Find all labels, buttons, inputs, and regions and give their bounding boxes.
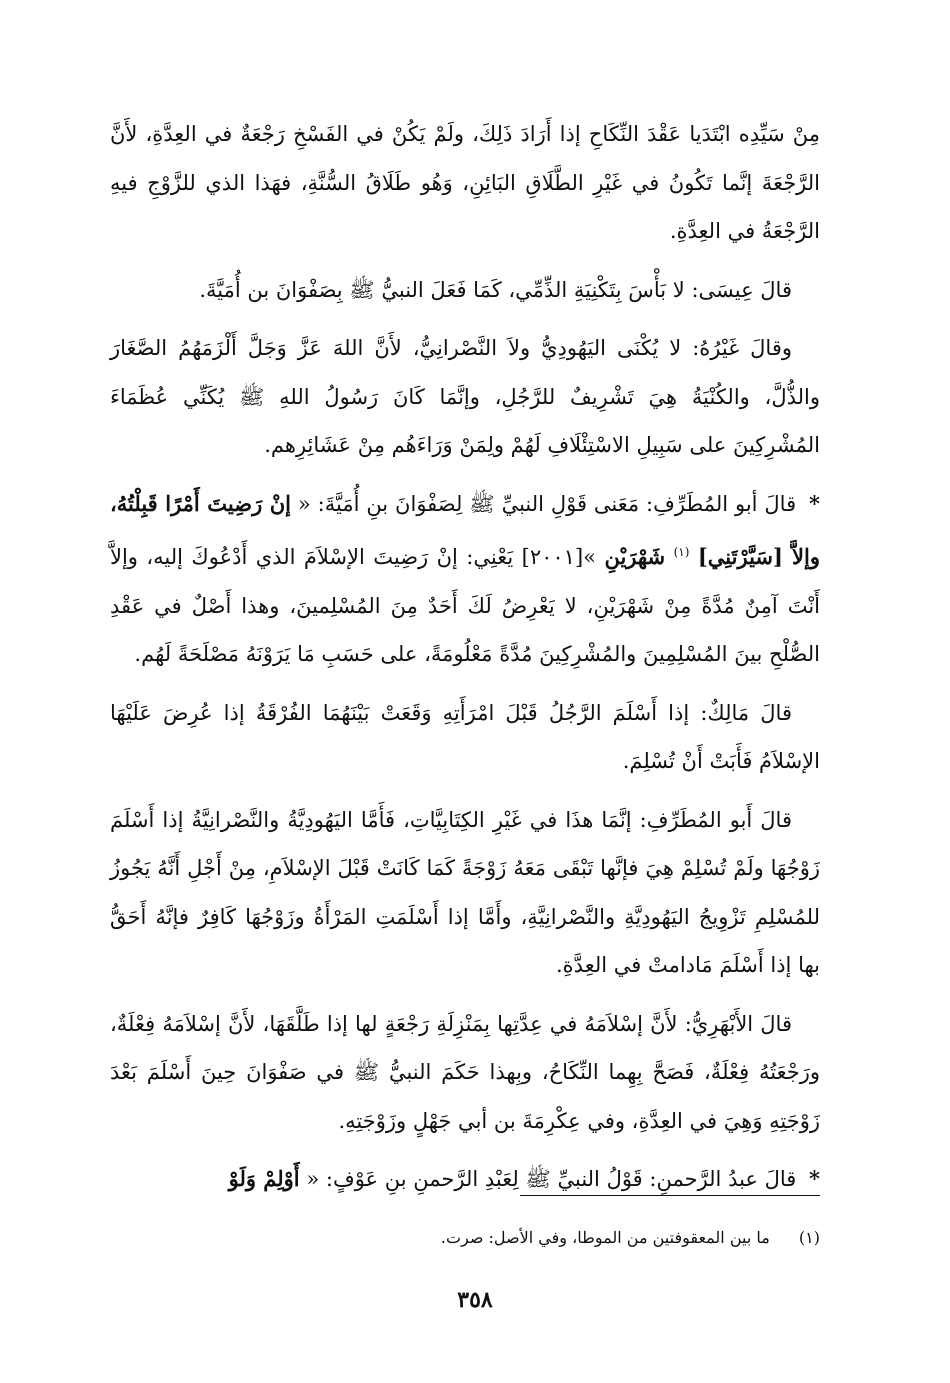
footnote <box>441 1225 820 1251</box>
footnote-number: (١) <box>798 1228 820 1247</box>
paragraph-3 <box>110 324 820 470</box>
hadith-quote: إنْ رَضِيتَ أَمْرًا قَبِلْتُهُ، وإلاَّ [سَيَّرْتَنِي] <box>110 490 820 569</box>
paragraph-1 <box>110 110 820 256</box>
footnote-text: ما بين المعقوفتين من الموطا، وفي الأصل: صرت. <box>440 1228 770 1247</box>
hadith-quote-cont: شَهْرَيْنِ <box>604 544 666 569</box>
paragraph-text: قالَ مَالِكٌ: إذا أَسْلَمَ الرَّجُلُ قَبْلَ امْرَأَتِهِ وَقَعَتْ بَيْنَهُمَا الفُرْقَةُ إذا عُرِضَ عَلَيْهَا الإسْلاَمُ فَأَبَتْ أَنْ تُسْلِمَ. <box>110 700 820 773</box>
paragraph-2 <box>110 266 820 315</box>
paragraph-text: قالَ عِيسَى: لا بَأْسَ بِتَكْنِيَةِ الذِّمِّي، كَمَا فَعَلَ النبيُّ ﷺ بِصَفْوَانَ بن أُمَيَّةَ. <box>199 277 792 302</box>
paragraph-lead: قالَ أبو المُطَرِّفِ: مَعَنى قَوْلِ النبيِّ ﷺ لِصَفْوَانَ بنِ أُمَيَّةَ: « <box>297 491 797 516</box>
paragraph-lead: قالَ عبدُ الرَّحمنِ: قَوْلُ النبيِّ ﷺ لِعَبْدِ الرَّحمنِ بنِ عَوْفٍ: « <box>306 1167 797 1191</box>
paragraph-rest: »[٢٠٠١] يَعْنِي: إنْ رَضِيتَ الإسْلاَمَ الذي أَدْعُوكَ إليه، وإلاَّ أَنْتَ آمِنٌ مُدَّةً مِنْ شَهْرَيْنِ، لا يَعْرِضُ لَكَ أَحَدٌ مِنَ المُسْلِمينَ، وهذا أَصْلٌ في عَقْدِ الصُّلْحِ بينَ المُسْلِمِينَ والمُشْرِكِينَ مُدَّةً مَعْلُومَةً، على حَسَبِ مَا يَرَوْنَهُ مَصْلَحَةً لَهُم. <box>110 545 820 666</box>
page-number: ٣٥٨ <box>457 1287 493 1313</box>
paragraph-8 <box>110 1155 820 1204</box>
paragraph-6 <box>110 796 820 990</box>
paragraph-text: وقالَ غَيْرُهُ: لا يُكْنَى اليَهُودِيُّ ولاَ النَّصْرانِيُّ، لأَنَّ اللهَ عَزَّ وَجَلَّ أَلْزَمَهُمُ الصَّغَارَ والذُّلَّ، والكُنْيَةُ هِيَ تَشْرِيفٌ للرَّجُلِ، وإنَّمَا كَانَ رَسُولُ اللهِ ﷺ يُكَنِّي عُظَمَاءَ المُشْرِكِينَ على سَبِيلِ الاسْتِئْلَافِ لَهُمْ ولِمَنْ وَرَاءَهُم مِنْ عَشَائِرِهم. <box>110 336 820 457</box>
paragraph-text: قالَ أَبو المُطَرِّفِ: إنَّمَا هذَا في غَيْرِ الكِتَابِيَّاتِ، فَأَمَّا اليَهُودِيَّةُ والنَّصْرانِيَّةُ إذا أَسْلَمَ زَوْجُهَا ولَمْ تُسْلِمْ هِيَ فإنَّها تَبْقَى مَعَهُ زَوْجَةً كَمَا كَانَتْ قَبْلَ الإسْلاَمِ، مِنْ أَجْلِ أَنَّهُ يَجُوزُ للمُسْلِمِ تَزْوِيجُ اليَهُودِيَّةِ والنَّصْرانِيَّةِ، وأَمَّا إذا أَسْلَمَتِ المَرْأَةُ وزَوْجُهَا كَافِرٌ فإنَّهُ أَحَقُّ بها إذا أَسْلَمَ مَادامتْ في العِدَّةِ. <box>110 807 820 977</box>
star-marker: * <box>809 490 820 516</box>
hadith-quote: أَوْلِمْ وَلَوْ <box>228 1166 300 1191</box>
footnote-separator <box>520 1195 820 1196</box>
paragraph-text: مِنْ سَيِّدِه ابْتَدَيا عَقْدَ النِّكَاحِ إذا أَرَادَ ذَلِكَ، ولَمْ يَكُنْ في الفَسْخِ رَجْعَةٌ في العِدَّةِ، لأَنَّ الرَّجْعَةَ إنَّما تَكُونُ في غَيْرِ الطَّلَاقِ البَائِنِ، وَهُو طَلَاقُ السُّنَّةِ، فهَذا الذي للزَّوْجِ فيهِ الرَّجْعَةُ في العِدَّةِ. <box>110 122 820 243</box>
paragraph-4 <box>110 480 820 679</box>
star-marker: * <box>809 1166 820 1191</box>
paragraph-text: قالَ الأَبْهَرِيُّ: لأَنَّ إسْلاَمَهُ في عِدَّتِها بِمَنْزِلَةِ رَجْعَةٍ لها إذا طَلَّقَهَا، لأَنَّ إسْلاَمَهُ فِعْلَةٌ، ورَجْعَتُهُ فِعْلَةٌ، فَصَحَّ بِهِما النِّكَاحُ، وبِهذا حَكَمَ النبيُّ ﷺ في صَفْوَانَ حِينَ أَسْلَمَ بَعْدَ زَوْجَتِهِ وَهِيَ في العِدَّةِ، وفي عِكْرِمَةَ بن أبي جَهْلٍ وزَوْجَتِهِ. <box>110 1011 820 1133</box>
footnote-marker: (١) <box>673 545 690 559</box>
body-text <box>110 110 820 1214</box>
paragraph-7 <box>110 1000 820 1146</box>
paragraph-5 <box>110 689 820 786</box>
